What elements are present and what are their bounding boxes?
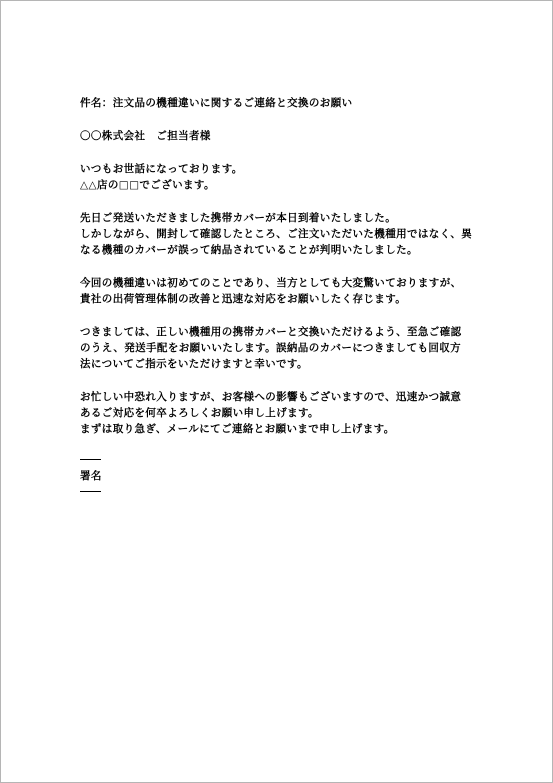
paragraph-line: なる機種のカバーが誤って納品されていることが判明いたしました。 xyxy=(80,244,418,256)
paragraph-line: つきましては、正しい機種用の携帯カバーと交換いただけるよう、至急ご確認 xyxy=(80,326,462,338)
paragraph-line: 先日ご発送いただきました携帯カバーが本日到着いたしました。 xyxy=(80,212,397,224)
recipient-line xyxy=(80,128,480,144)
recipient-text: 〇〇株式会社 ご担当者様 xyxy=(80,130,211,142)
body-paragraph-1 xyxy=(80,210,480,258)
paragraph-line: 貴社の出荷管理体制の改善と迅速な対応をお願いしたく存じます。 xyxy=(80,293,407,305)
letter-body xyxy=(80,95,480,500)
subject-line xyxy=(80,95,480,111)
body-paragraph-3 xyxy=(80,324,480,372)
signature-label: 署名 xyxy=(80,470,102,482)
paragraph-line: まずは取り急ぎ、メールにてご連絡とお願いまで申し上げます。 xyxy=(80,423,395,435)
body-paragraph-4 xyxy=(80,389,480,437)
paragraph-line: 法についてご指示をいただけますと幸いです。 xyxy=(80,358,308,370)
signature-rule-top xyxy=(80,459,101,460)
body-paragraph-2 xyxy=(80,275,480,307)
greeting-paragraph xyxy=(80,161,480,193)
paragraph-line: 今回の機種違いは初めてのことであり、当方としても大変驚いておりますが、 xyxy=(80,277,462,289)
subject-text: 件名：注文品の機種違いに関するご連絡と交換のお願い xyxy=(80,97,353,109)
paragraph-line: お忙しい中恐れ入りますが、お客様への影響もございますので、迅速かつ誠意 xyxy=(80,391,462,403)
greeting-line: いつもお世話になっております。 xyxy=(80,163,243,175)
paragraph-line: しかしながら、開封して確認したところ、ご注文いただいた機種用ではなく、異 xyxy=(80,228,473,240)
greeting-line: △△店の□□でございます。 xyxy=(80,179,215,191)
paragraph-line: のうえ、発送手配をお願いいたします。誤納品のカバーにつきましても回収方 xyxy=(80,342,462,354)
signature-rule-bottom xyxy=(80,491,101,492)
signature-block xyxy=(80,459,480,492)
paragraph-line: あるご対応を何卒よろしくお願い申し上げます。 xyxy=(80,407,319,419)
